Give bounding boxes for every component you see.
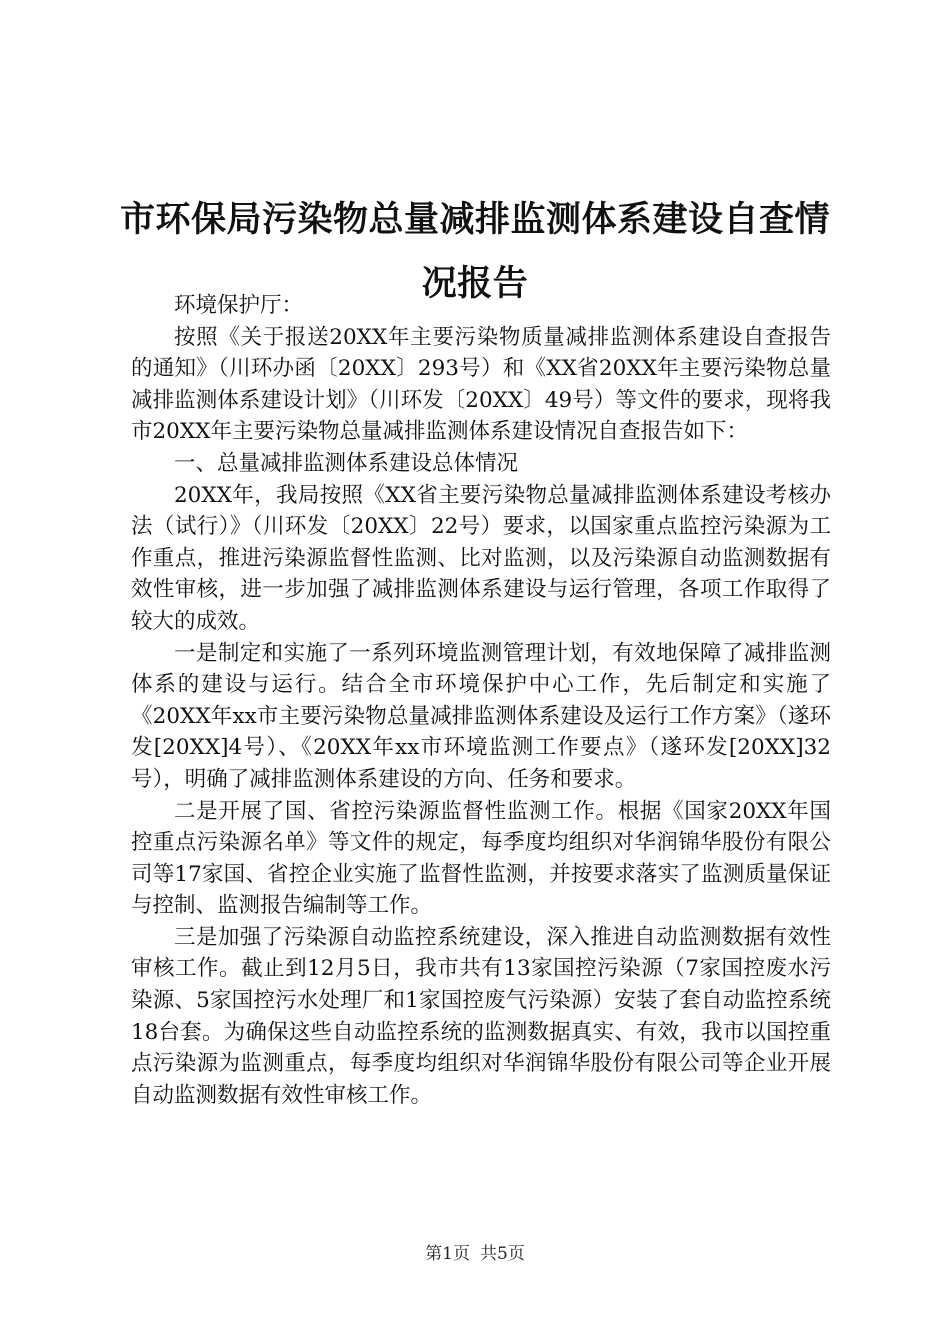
page-footer [0,1243,950,1265]
page-total: 共5页 [480,1244,525,1264]
paragraph-point-three: 三是加强了污染源自动监控系统建设，深入推进自动监测数据有效性审核工作。截止到12月5日，我市共有13家国控污染源（7家国控废水污染源、5家国控污水处理厂和1家国控废气污染源）安装了套自动监控系统18台套。为确保这些自动监控系统的监测数据真实、有效，我市以国控重点污染源为监测重点，每季度均组织对华润锦华股份有限公司等企业开展自动监测数据有效性审核工作。 [131,924,831,1108]
paragraph-point-one: 一是制定和实施了一系列环境监测管理计划，有效地保障了减排监测体系的建设与运行。结合全市环境保护中心工作，先后制定和实施了《20XX年xx市主要污染物总量减排监测体系建设及运行工作方案》（遂环发[20XX]4号）、《20XX年xx市环境监测工作要点》（遂环发[20XX]32号），明确了减排监测体系建设的方向、任务和要求。 [131,640,831,792]
salutation: 环境保护厅： [174,293,304,318]
paragraph-overview: 20XX年，我局按照《XX省主要污染物总量减排监测体系建设考核办法（试行）》（川环发〔20XX〕22号）要求，以国家重点监控污染源为工作重点，推进污染源监督性监测、比对监测，以及污染源自动监测数据有效性审核，进一步加强了减排监测体系建设与运行管理，各项工作取得了较大的成效。 [131,482,831,634]
paragraph-point-two: 二是开展了国、省控污染源监督性监测工作。根据《国家20XX年国控重点污染源名单》等文件的规定，每季度均组织对华润锦华股份有限公司等17家国、省控企业实施了监督性监测，并按要求落实了监测质量保证与控制、监测报告编制等工作。 [131,798,831,919]
page-number: 第1页 [425,1244,470,1264]
paragraph-intro: 按照《关于报送20XX年主要污染物质量减排监测体系建设自查报告的通知》（川环办函〔20XX〕293号）和《XX省20XX年主要污染物总量减排监测体系建设计划》（川环发〔20XX〕49号）等文件的要求，现将我市20XX年主要污染物总量减排监测体系建设情况自查报告如下： [131,324,831,445]
document-title: 市环保局污染物总量减排监测体系建设自查情况报告 [120,199,831,305]
document-body [131,290,831,1111]
section-heading: 一、总量减排监测体系建设总体情况 [174,450,519,476]
